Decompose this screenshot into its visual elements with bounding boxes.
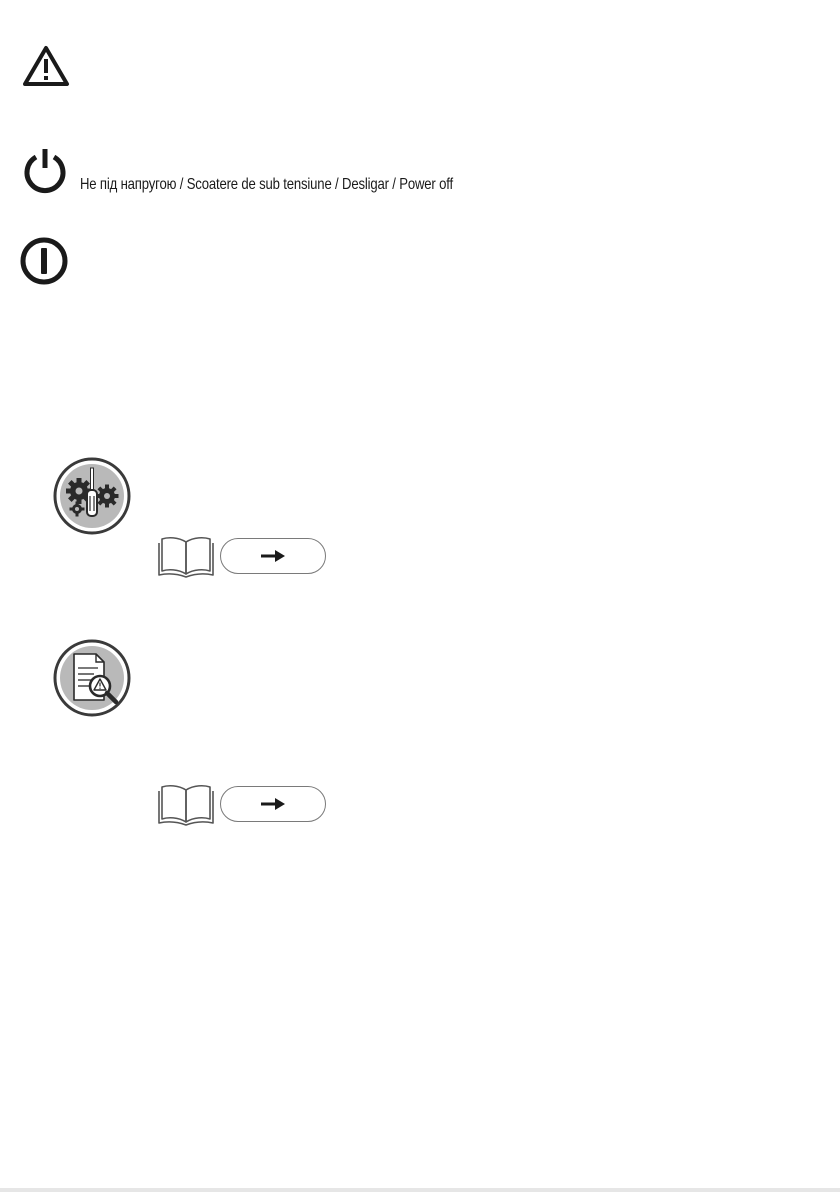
open-book-icon <box>158 782 214 828</box>
warning-icon <box>22 44 70 88</box>
open-book-icon <box>158 534 214 580</box>
arrow-right-icon <box>261 550 285 562</box>
arrow-right-icon <box>261 798 285 810</box>
page-bottom-edge <box>0 1188 840 1192</box>
page-reference-pill <box>220 786 326 822</box>
maintenance-badge-icon <box>52 456 132 536</box>
power-on-icon <box>19 236 69 286</box>
power-off-icon <box>20 146 70 196</box>
page-reference-pill <box>220 538 326 574</box>
inspection-badge-icon <box>52 638 132 718</box>
power-off-label: Не під напругою / Scoatere de sub tensiune / Desligar / Power off <box>80 176 453 193</box>
